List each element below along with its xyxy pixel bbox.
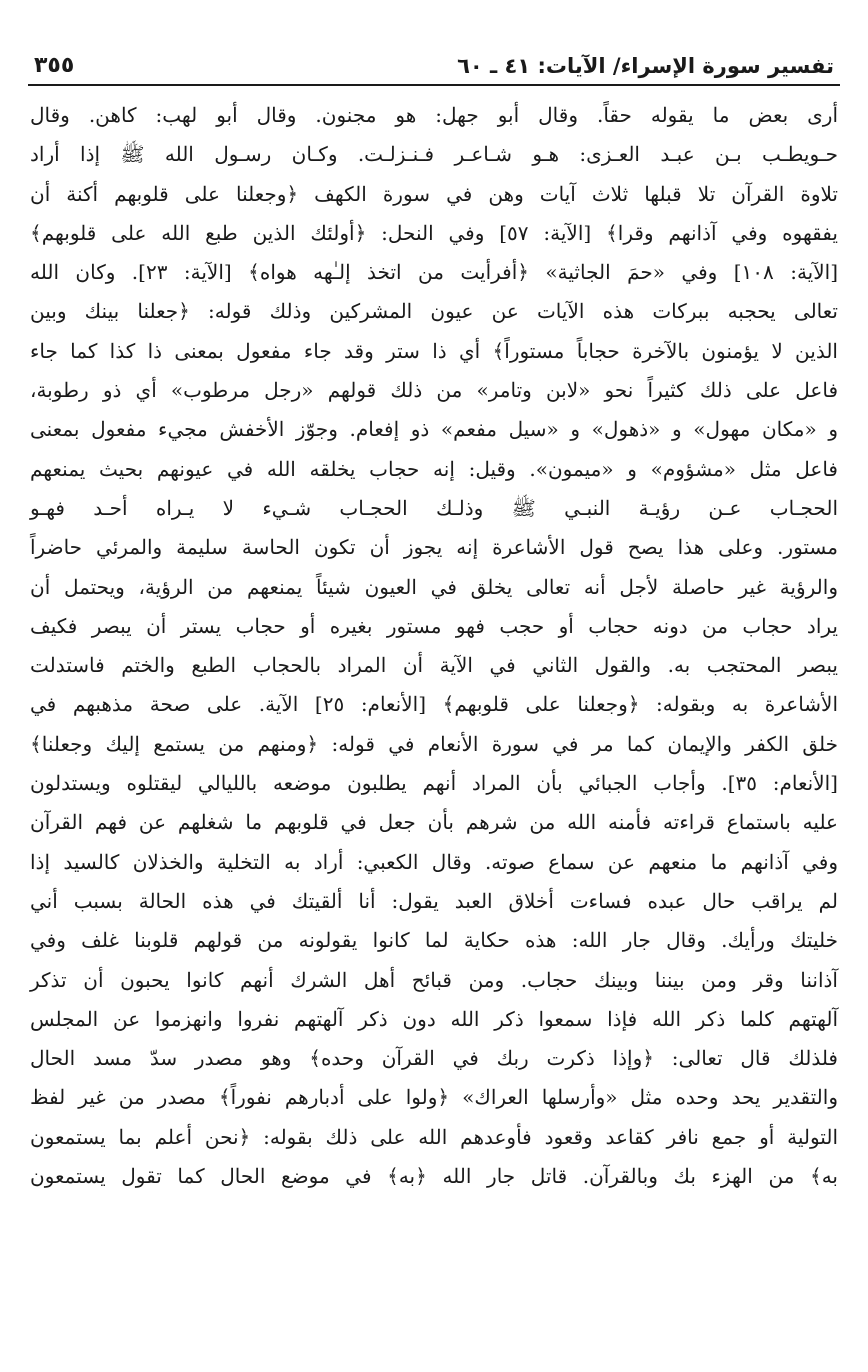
page-number: ٣٥٥: [34, 53, 75, 78]
text-line: والتقدير يحد وحده مثل «وأرسلها العراك» ﴿ولوا على أدبارهم نفوراً﴾ مصدر من غير لفظ: [30, 1085, 838, 1110]
text-line: آذاننا وقر ومن بيننا وبينك حجاب. ومن قبائح أهل الشرك أنهم كانوا يحبون أن تذكر: [30, 967, 838, 992]
text-line: [الأنعام: ٣٥]. وأجاب الجبائي بأن المراد أنهم يطلبون موضعه بالليالي ليقتلوه ويستدلون: [30, 771, 838, 796]
text-line: و «مكان مهول» و «ذهول» و «سيل مفعم» ذو إفعام. وجوّز الأخفش مجيء مفعول بمعنى: [30, 417, 838, 442]
text-line: به﴾ من الهزء بك وبالقرآن. قاتل جار الله ﴿به﴾ في موضع الحال كما تقول يستمعون: [30, 1164, 838, 1189]
text-line: التولية أو جمع نافر كقاعد وقعود فأوعدهم الله على ذلك بقوله: ﴿نحن أعلم بما يستمعون: [30, 1124, 838, 1149]
text-line: عليه باستماع قراءته فأمنه الله من شرهم بأن جعل في قلوبهم ما شغلهم عن فهم القرآن: [30, 810, 838, 835]
text-line: فاعل على ذلك كثيراً نحو «لابن وتامر» من ذلك قولهم «رجل مرطوب» أي ذو رطوبة،: [30, 378, 839, 403]
text-line: فلذلك قال تعالى: ﴿وإذا ذكرت ربك في القرآن وحده﴾ وهو مصدر سدّ مسد الحال: [30, 1046, 838, 1071]
text-line: والرؤية غير حاصلة لأجل أنه تعالى يخلق في العيون شيئاً يمنعهم من الرؤية، ويحتمل أن: [30, 574, 838, 599]
text-line: يراد حجاب من دونه حجاب أو حجب فهو مستور بغيره أو حجاب يستر أن يبصر فكيف: [30, 613, 838, 638]
text-line: لم يراقب حال عبده فساءت أخلاق العبد يقول: أنا ألقيتك في هذه الحالة بسبب أني: [30, 888, 838, 913]
text-line: الذين لا يؤمنون بالآخرة حجاباً مستوراً﴾ أي ذا ستر وقد جاء مفعول بمعنى ذا كذا كما جاء: [30, 338, 838, 363]
book-page: [28, 38, 840, 1196]
text-line: تلاوة القرآن تلا قبلها ثلاث آيات وهن في سورة الكهف ﴿وجعلنا على قلوبهم أكنة أن: [30, 181, 838, 206]
text-line: خليتك ورأيك. وقال جار الله: هذه حكاية لما كانوا يقولونه من قولهم قلوبنا غلف وفي: [30, 928, 838, 953]
text-line: آلهتهم كلما ذكر الله فإذا سمعوا ذكر الله دون ذكر آلهتهم نفروا وانهزموا عن المجلس: [30, 1006, 838, 1031]
text-line: الأشاعرة به وبقوله: ﴿وجعلنا على قلوبهم﴾ [الأنعام: ٢٥] الآية. على صحة مذهبهم في: [30, 692, 839, 717]
text-line: حـويطـب بـن عبـد العـزى: هـو شـاعـر فـنـزلـت. وكـان رسـول الله ﷺ إذا أراد: [30, 142, 838, 167]
text-line: فاعل مثل «مشؤوم» و «ميمون». وقيل: إنه حجاب يخلقه الله في عيونهم بحيث يمنعهم: [30, 456, 838, 481]
text-line: يفقهوه وفي آذانهم وقرا﴾ [الآية: ٥٧] وفي النحل: ﴿أولئك الذين طبع الله على قلوبهم﴾: [30, 220, 838, 245]
text-line: يبصر المحتجب به. والقول الثاني في الآية أن المراد بالحجاب الطبع والختم فاستدلت: [30, 653, 838, 678]
text-line: خلق الكفر والإيمان كما مر في سورة الأنعام في قوله: ﴿ومنهم من يستمع إليك وجعلنا﴾: [30, 731, 838, 756]
text-line: [الآية: ١٠٨] وفي «حمَ الجاثية» ﴿أفرأيت من اتخذ إلـٰهه هواه﴾ [الآية: ٢٣]. وكان الله: [30, 260, 839, 285]
text-line: أرى بعض ما يقوله حقاً. وقال أبو جهل: هو مجنون. وقال أبو لهب: كاهن. وقال: [30, 103, 838, 127]
running-header: [28, 38, 840, 86]
running-title: تفسير سورة الإسراء/ الآيات: ٤١ ـ ٦٠: [457, 54, 834, 78]
body-text: [28, 96, 840, 1196]
text-line: الحجـاب عـن رؤيـة النبـي ﷺ وذلـك الحجـاب شـيء لا يـراه أحـد فهـو: [30, 495, 838, 520]
text-line: تعالى يحجبه ببركات هذه الآيات عن عيون المشركين وذلك قوله: ﴿جعلنا بينك وبين: [30, 299, 838, 324]
text-line: مستور. وعلى هذا يصح قول الأشاعرة إنه يجوز أن تكون الحاسة سليمة والمرئي حاضراً: [30, 535, 838, 560]
text-line: وفي آذانهم ما منعهم عن سماع صوته. وقال الكعبي: أراد به التخلية والخذلان كالسيد إذا: [30, 849, 838, 874]
